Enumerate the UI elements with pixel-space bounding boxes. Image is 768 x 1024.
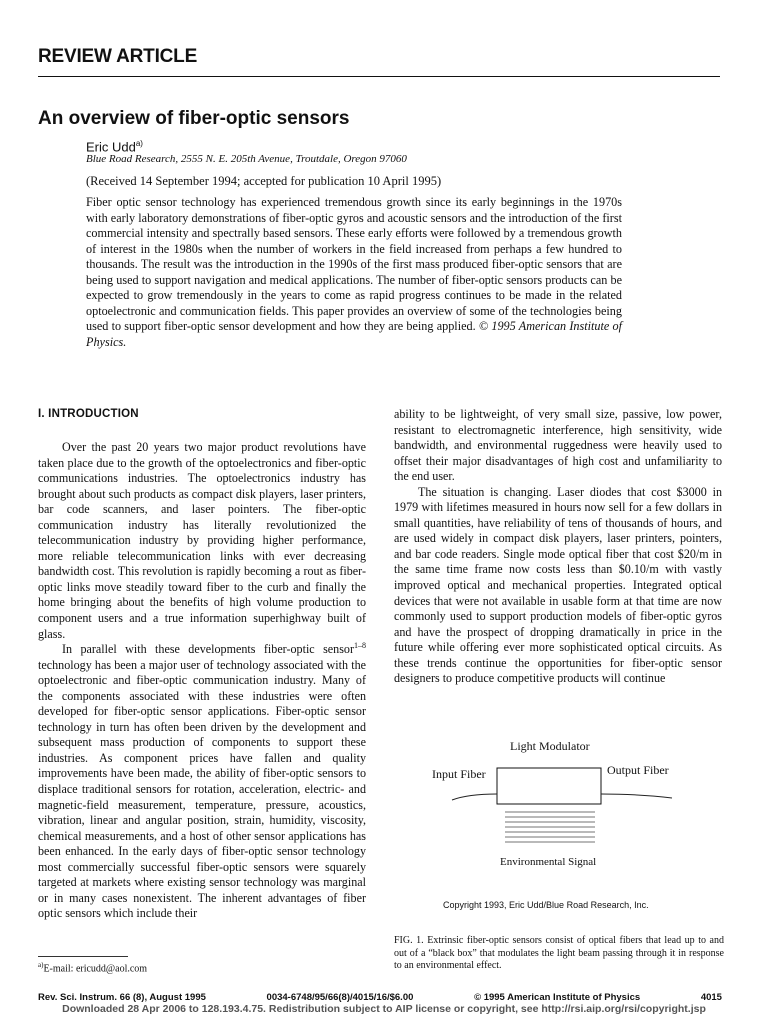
abstract xyxy=(86,195,622,350)
paragraph: ability to be lightweight, of very small size, passive, low power, resistant to electromagnetic interference, high sensitivity, wide bandwidth, and environmental ruggedness were heavily used to offset their major disadvantages of high cost and unfamiliarity to the end user. xyxy=(394,407,722,484)
figure-caption: FIG. 1. Extrinsic fiber-optic sensors consist of optical fibers that lead up to and out of a “black box” that modulates the light beam passing through it in response to an environmental effect. xyxy=(394,935,724,971)
section-label: REVIEW ARTICLE xyxy=(38,46,198,67)
paragraph-text: technology has been a major user of technology associated with the optoelectronic and fiber-optic communication industry. Many of the components associated with these industries were often developed for fiber-optic sensor applications. Fiber-optic sensor technology in turn has often been driven by the development and subsequent mass production of components to support these industries. As component prices have fallen and quality improvements have been made, the ability of fiber-optic sensors to displace traditional sensors for rotation, acceleration, electric- and magnetic-field measurement, temperature, pressure, acoustics, vibration, linear and angular position, strain, humidity, viscosity, chemical measurements, and a host of other sensor applications has been enhanced. In the early days of fiber-optic sensor technology most commercially successful fiber-optic sensors were squarely targeted at markets where existing sensor technology was marginal or in many cases nonexistent. The inherent advantages of fiber optic sensors which include their xyxy=(38,657,366,921)
author-footnote-mark[interactable]: a) xyxy=(135,139,143,148)
figure-1-diagram xyxy=(400,732,730,932)
paragraph xyxy=(38,642,366,922)
page-number: 4015 xyxy=(700,992,722,1003)
footnote xyxy=(38,961,147,974)
abstract-text: Fiber optic sensor technology has experienced tremendous growth since its early beginnings in the 1970s with early laboratory demonstrations of fiber-optic gyros and acoustic sensors and the introduction of the first commercial intensity and spectrally based sensors. These early efforts were followed by a tremendous growth of interest in the 1980s when the number of workers in the field increased from perhaps a few hundred to thousands. The result was the introduction in the 1990s of the first mass produced fiber-optic sensors that are being used to support navigation and medical applications. The number of fiber-optic sensors products can be expected to grow tremendously in the years to come as rapid progress continues to be made in the related optoelectronic and communication fields. This paper provides an overview of some of the technologies being used to support fiber-optic sensor development and how they are being applied. xyxy=(86,195,622,333)
footnote-mark: a) xyxy=(38,961,44,969)
article-title: An overview of fiber-optic sensors xyxy=(38,108,350,129)
download-notice[interactable]: Downloaded 28 Apr 2006 to 128.193.4.75. Redistribution subject to AIP license or copyright, see http://rsi.aip.org/rsi/copyright.jsp xyxy=(62,1003,706,1015)
right-column xyxy=(394,407,722,687)
figure-copyright: Copyright 1993, Eric Udd/Blue Road Research, Inc. xyxy=(443,900,649,910)
input-fiber-label: Input Fiber xyxy=(432,767,486,781)
paragraph: The situation is changing. Laser diodes that cost $3000 in 1979 with lifetimes measured in hours now sell for a few dollars in small quantities, have reliability of tens of thousands of hours, and are used widely in compact disk players, laser printers, pointers, and bar code readers. Single mode optical fiber that cost $20/m in the same time frame now costs less than $0.10/m with vastly improved optical and mechanical properties. Integrated optical devices that were not available in usable form at that time are now commonly used to support production models of fiber-optic gyros and have the prospect of dropping dramatically in price in the future while offering ever more sophisticated optical circuits. As these trends continue the opportunities for fiber-optic sensor designers to produce competitive products will continue xyxy=(394,484,722,686)
paragraph-text: In parallel with these developments fiber-optic sensor xyxy=(62,642,354,657)
article-code: 0034-6748/95/66(8)/4015/16/$6.00 xyxy=(266,992,414,1003)
journal-citation: Rev. Sci. Instrum. 66 (8), August 1995 xyxy=(38,992,206,1003)
environmental-signal-lines xyxy=(505,812,595,842)
paragraph: Over the past 20 years two major product revolutions have taken place due to the growth of the optoelectronics and fiber-optic communications industries. The optoelectronics industry has brought about such products as compact disk players, laser printers, bar code scanners, and laser pointers. The fiber-optic communication industry has literally revolutionized the telecommunication industry by providing higher performance, more reliable telecommunication links with ever decreasing bandwidth cost. This revolution is rapidly becoming a rout as fiber-optic links move steadily toward fiber to the curb and finally the home bringing about the benefits of high volume production to component users and a true information superhighway built of glass. xyxy=(38,440,366,641)
citation-ref[interactable]: 1–8 xyxy=(354,641,366,651)
publisher-copyright: © 1995 American Institute of Physics xyxy=(474,992,641,1003)
page-footer xyxy=(38,992,722,1003)
author-name: Eric Udd xyxy=(86,139,136,155)
output-fiber-line xyxy=(601,794,672,798)
environmental-signal-label: Environmental Signal xyxy=(500,856,597,868)
left-column xyxy=(38,440,366,922)
affiliation: Blue Road Research, 2555 N. E. 205th Avenue, Troutdale, Oregon 97060 xyxy=(86,153,407,165)
footnote-rule xyxy=(38,956,128,957)
light-modulator-label: Light Modulator xyxy=(510,739,590,753)
output-fiber-label: Output Fiber xyxy=(607,763,669,777)
section-heading-introduction: I. INTRODUCTION xyxy=(38,408,139,420)
abstract-copyright: © 1995 American Institute of Physics. xyxy=(86,319,623,349)
modulator-box xyxy=(497,768,601,804)
input-fiber-line xyxy=(452,794,497,800)
footnote-email[interactable]: E-mail: ericudd@aol.com xyxy=(43,963,148,975)
received-dates: (Received 14 September 1994; accepted for publication 10 April 1995) xyxy=(86,174,442,188)
header-rule xyxy=(38,76,720,77)
